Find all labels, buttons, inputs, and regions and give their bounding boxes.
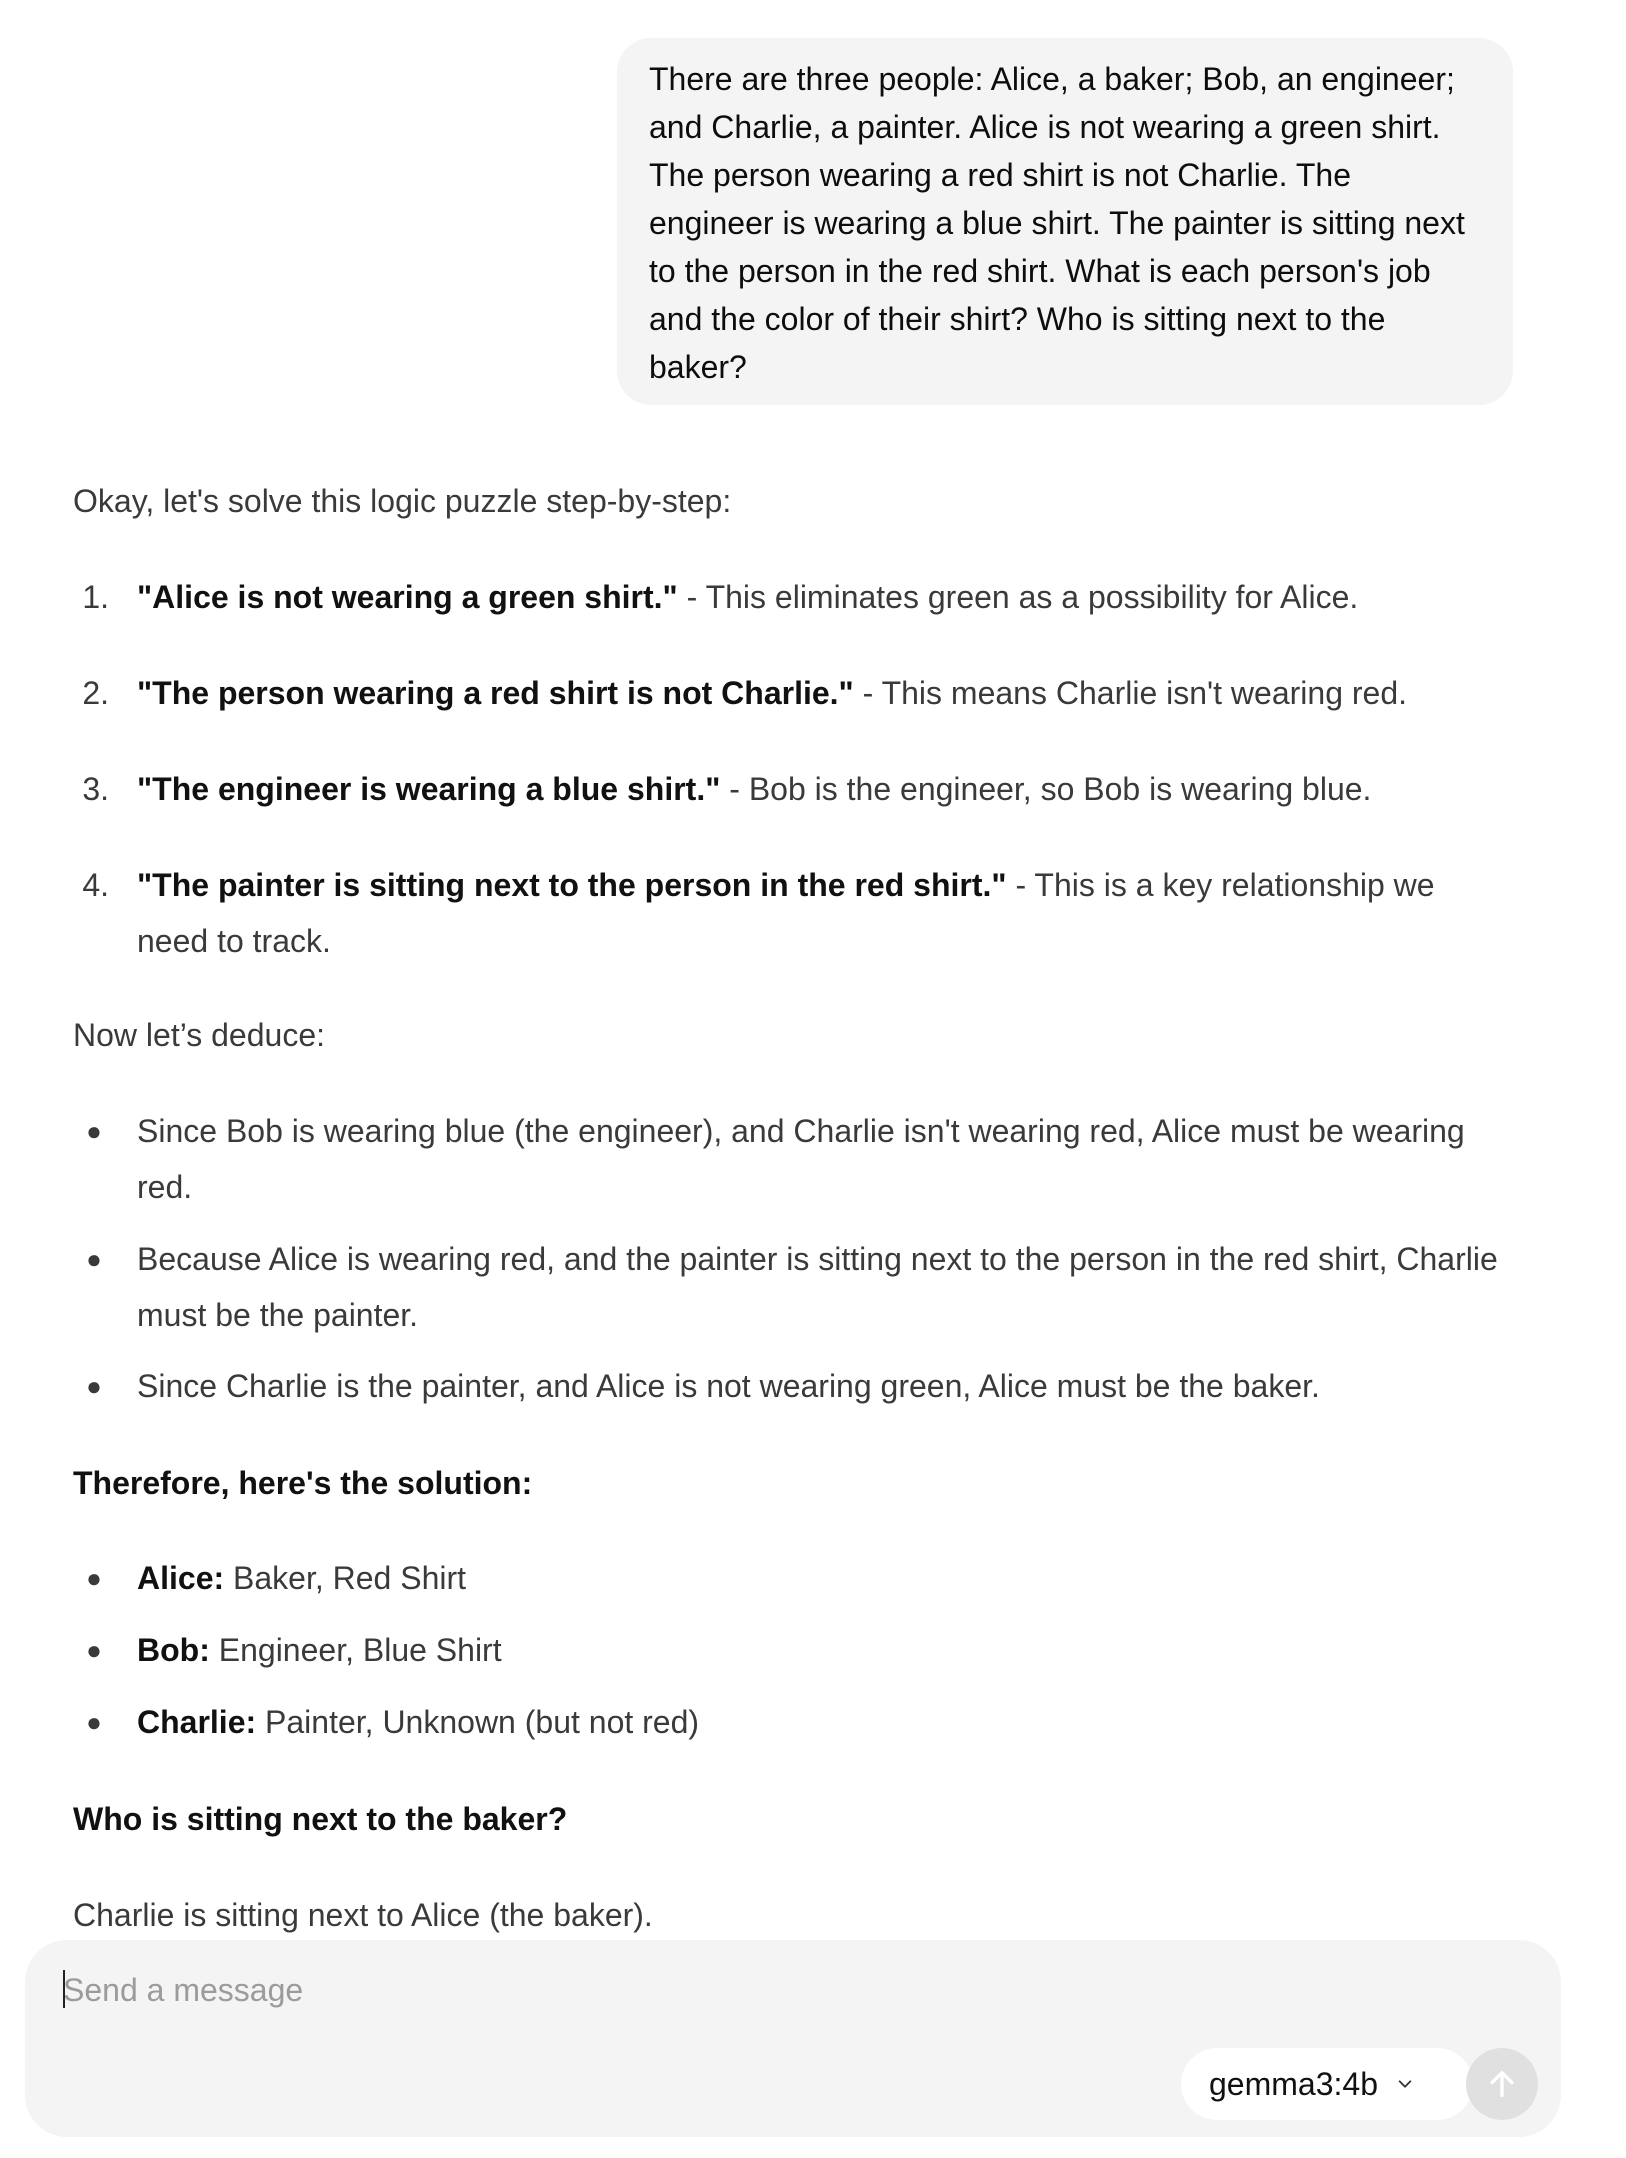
user-message-text: There are three people: Alice, a baker; Bob, an engineer; and Charlie, a painter. Alice is not wearing a green shirt. The person wearing a red shirt is not Charlie. The engineer is wearing a blue shirt. The painter is sitting next to the person in the red shirt. What is each person's job and the color of their shirt? Who is sitting next to the baker? — [649, 61, 1465, 385]
solution-item — [73, 1622, 1513, 1678]
list-number: 2. — [82, 675, 109, 711]
solution-item — [73, 1694, 1513, 1750]
question-heading: Who is sitting next to the baker? — [73, 1801, 568, 1837]
bullet: ● — [86, 1116, 102, 1146]
bullet: ● — [86, 1244, 102, 1274]
list-number: 4. — [82, 867, 109, 903]
deduction-text: Since Bob is wearing blue (the engineer), and Charlie isn't wearing red, Alice must be wearing red. — [137, 1113, 1465, 1205]
clue-quote: "Alice is not wearing a green shirt." — [137, 579, 678, 615]
person-detail: Painter, Unknown (but not red) — [256, 1704, 700, 1740]
message-input[interactable] — [63, 1966, 1463, 2014]
clue-item — [73, 569, 1513, 625]
clue-item — [73, 761, 1513, 817]
user-message-bubble — [617, 38, 1513, 405]
clue-item — [73, 857, 1513, 969]
deduce-heading: Now let’s deduce: — [73, 1017, 325, 1053]
deduction-item — [73, 1103, 1513, 1215]
clue-quote: "The painter is sitting next to the person in the red shirt." — [137, 867, 1007, 903]
person-name: Bob: — [137, 1632, 210, 1668]
final-answer: Charlie is sitting next to Alice (the baker). — [73, 1897, 653, 1933]
person-name: Charlie: — [137, 1704, 257, 1740]
clue-quote: "The person wearing a red shirt is not Charlie." — [137, 675, 854, 711]
clue-explanation: - This eliminates green as a possibility for Alice. — [677, 579, 1359, 615]
list-number: 1. — [82, 579, 109, 615]
deduction-item — [73, 1358, 1513, 1414]
clue-explanation: - This is a key relationship we need to track. — [137, 867, 1435, 959]
clue-explanation: - Bob is the engineer, so Bob is wearing blue. — [720, 771, 1372, 807]
deduction-text: Since Charlie is the painter, and Alice is not wearing green, Alice must be the baker. — [137, 1368, 1320, 1404]
bullet: ● — [86, 1371, 102, 1401]
text-caret — [63, 1970, 65, 2008]
solution-heading: Therefore, here's the solution: — [73, 1465, 533, 1501]
person-detail: Engineer, Blue Shirt — [209, 1632, 502, 1668]
list-number: 3. — [82, 771, 109, 807]
deduction-item — [73, 1231, 1513, 1343]
send-button[interactable] — [1466, 2048, 1538, 2120]
person-name: Alice: — [137, 1560, 225, 1596]
chevron-down-icon — [1396, 2075, 1414, 2093]
clue-item — [73, 665, 1513, 721]
bullet: ● — [86, 1635, 102, 1665]
solution-item — [73, 1550, 1513, 1606]
message-composer — [25, 1940, 1561, 2137]
bullet: ● — [86, 1707, 102, 1737]
person-detail: Baker, Red Shirt — [224, 1560, 467, 1596]
model-selector[interactable] — [1181, 2048, 1473, 2120]
deduction-text: Because Alice is wearing red, and the painter is sitting next to the person in the red shirt, Charlie must be the painter. — [137, 1241, 1498, 1333]
clue-explanation: - This means Charlie isn't wearing red. — [853, 675, 1408, 711]
model-name: gemma3:4b — [1209, 2065, 1378, 2102]
bullet: ● — [86, 1563, 102, 1593]
assistant-intro: Okay, let's solve this logic puzzle step-by-step: — [73, 483, 732, 519]
clue-quote: "The engineer is wearing a blue shirt." — [137, 771, 721, 807]
arrow-up-icon — [1485, 2067, 1519, 2101]
